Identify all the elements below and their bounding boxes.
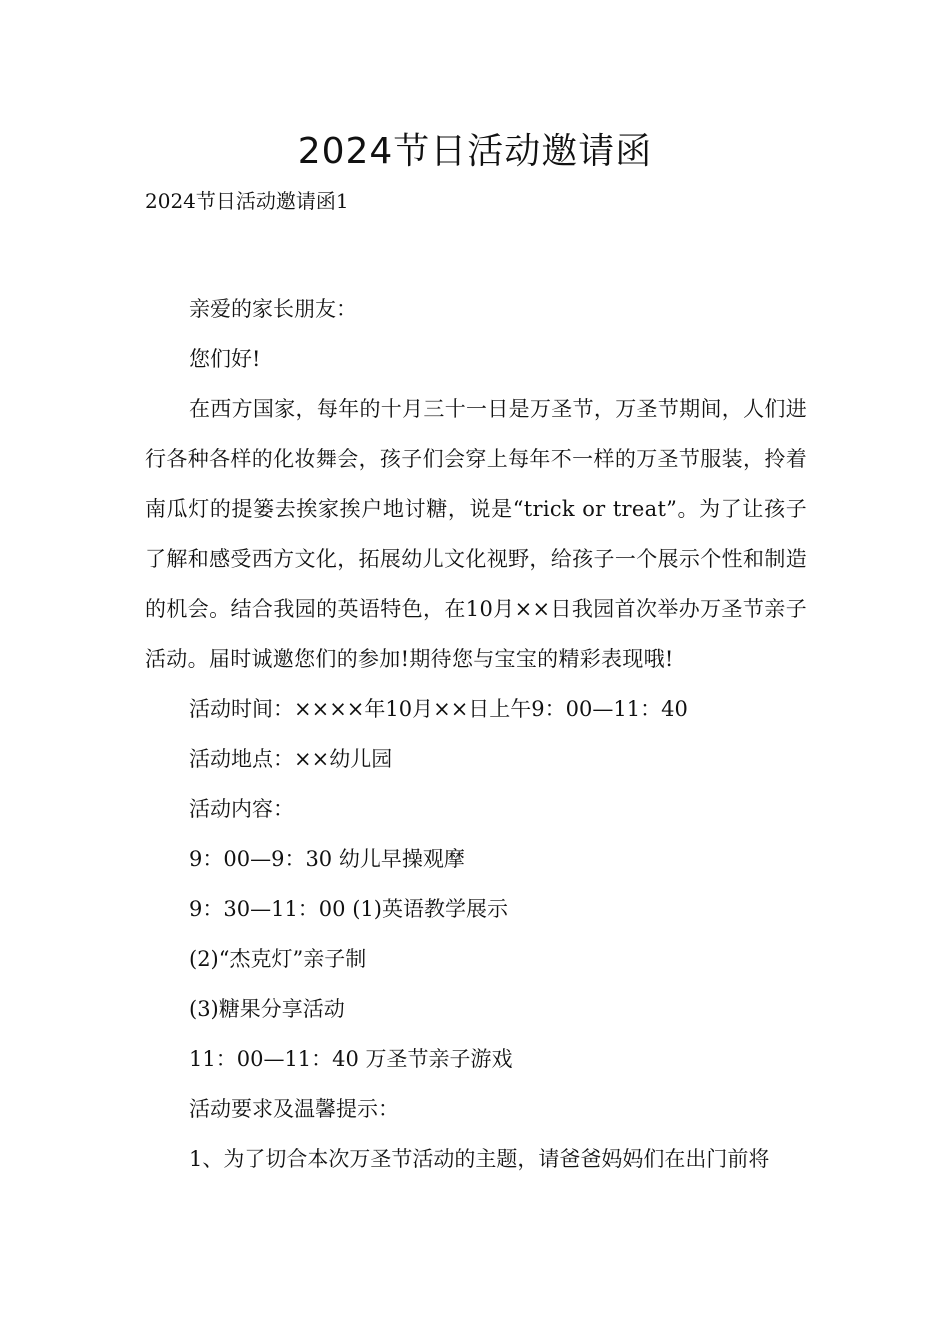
schedule-item: (3)糖果分享活动 bbox=[189, 997, 345, 1021]
activity-time: 活动时间：××××年10月××日上午9：00—11：40 bbox=[189, 697, 688, 721]
requirement-item: 1、为了切合本次万圣节活动的主题，请爸爸妈妈们在出门前将 bbox=[189, 1147, 770, 1171]
schedule-item: 9：30—11：00 (1)英语教学展示 bbox=[189, 897, 508, 921]
document-title: 2024节日活动邀请函 bbox=[297, 131, 653, 172]
intro-paragraph: 在西方国家，每年的十月三十一日是万圣节，万圣节期间，人们进行各种各样的化妆舞会，孩子们会穿上每年不一样的万圣节服装，拎着南瓜灯的提篓去挨家挨户地讨糖，说是“trick or treat”。为了让孩子了解和感受西方文化，拓展幼儿文化视野，给孩子一个展示个性和制造的机会。结合我园的英语特色，在10月××日我园首次举办万圣节亲子活动。届时诚邀您们的参加!期待您与宝宝的精彩表现哦! bbox=[145, 397, 807, 671]
schedule-item: (2)“杰克灯”亲子制 bbox=[189, 947, 367, 971]
activity-location: 活动地点：××幼儿园 bbox=[189, 747, 393, 771]
requirements-heading: 活动要求及温馨提示： bbox=[189, 1097, 399, 1121]
schedule-item: 9：00—9：30 幼儿早操观摩 bbox=[189, 847, 465, 871]
schedule-item: 11：00—11：40 万圣节亲子游戏 bbox=[189, 1047, 513, 1071]
document-body bbox=[145, 284, 807, 1184]
salutation: 您们好! bbox=[189, 347, 261, 371]
document-subtitle: 2024节日活动邀请函1 bbox=[145, 189, 349, 213]
activity-content-heading: 活动内容： bbox=[189, 797, 294, 821]
greeting: 亲爱的家长朋友： bbox=[189, 297, 357, 321]
